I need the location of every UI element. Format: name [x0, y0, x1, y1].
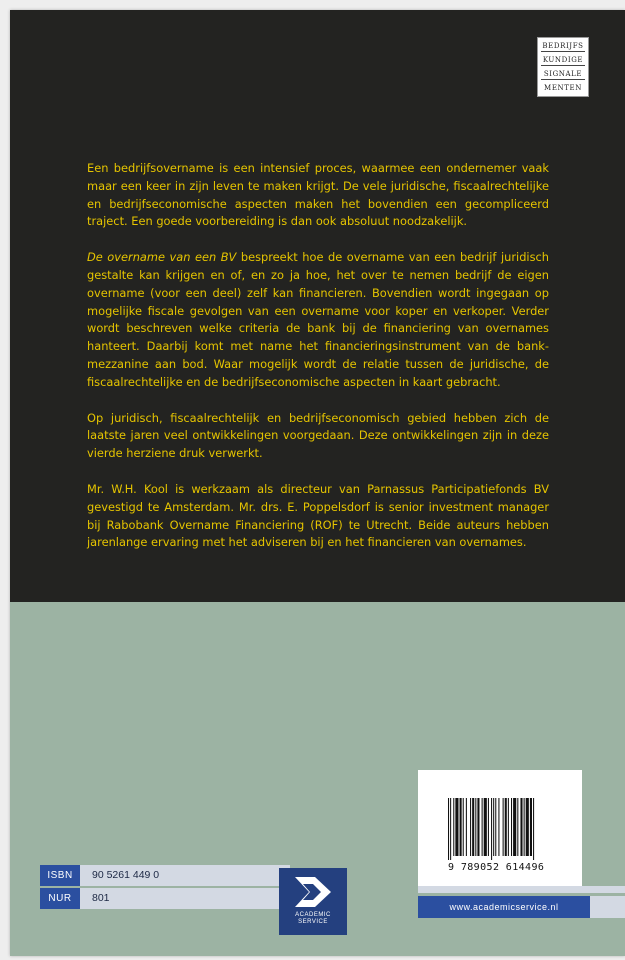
nur-value: 801 — [92, 892, 110, 904]
blurb-paragraph-4: Mr. W.H. Kool is werkzaam als directeur van Parnassus Participatiefonds BV gevestigd te Amsterdam. Mr. drs. E. Poppelsdorf is senior investment manager bij Rabobank Overname Financiering (ROF) te Utrecht. Beide auteurs hebben jarenlange ervaring met het adviseren bij en het financieren van overnames. — [87, 481, 549, 550]
series-logo-line: BEDRIJFS — [542, 42, 584, 50]
publisher-name-line-1: ACADEMIC — [295, 912, 331, 918]
book-back-cover — [10, 10, 625, 956]
chevron-arrow-icon — [293, 874, 333, 910]
nur-label: NUR — [40, 888, 80, 909]
blurb-paragraph-2 — [87, 249, 549, 391]
website-url: www.academicservice.nl — [418, 896, 590, 918]
nur-band — [40, 888, 290, 909]
isbn-band — [40, 865, 290, 886]
isbn-label: ISBN — [40, 865, 80, 886]
blurb-text — [87, 160, 549, 570]
publisher-logo — [279, 868, 347, 935]
blurb-paragraph-1: Een bedrijfsovername is een intensief proces, waarmee een ondernemer vaak maar een keer in zijn leven te maken krijgt. De vele juridische, fiscaalrechtelijke en bedrijfseconomische aspecten maken het bovendien een gecompliceerd traject. Een goede voorbereiding is dan ook absoluut noodzakelijk. — [87, 161, 549, 229]
publisher-name — [279, 912, 347, 926]
series-logo-line: MENTEN — [544, 84, 582, 92]
series-logo-line: KUNDIGE — [542, 56, 584, 64]
barcode-box — [418, 770, 582, 886]
barcode-icon — [448, 798, 566, 860]
publisher-name-line-2: SERVICE — [298, 919, 328, 925]
isbn-value: 90 5261 449 0 — [92, 869, 160, 881]
series-logo — [537, 37, 589, 97]
right-band-decoration — [418, 886, 625, 893]
url-band-tail — [590, 896, 625, 918]
series-logo-line: SIGNALE — [541, 69, 585, 80]
barcode-number: 9 789052 614496 — [448, 862, 545, 873]
blurb-paragraph-2-body: bespreekt hoe de overname van een bedrijf juridisch gestalte kan krijgen en of, en zo ja hoe, het over te nemen bedrijf de eigen overname (voor een deel) zelf kan financieren. Bovendien wordt ingegaan op mogelijke fiscale gevolgen van een overname voor koper en verkoper. Verder wordt beschreven welke criteria de bank bij de financiering van overnames hanteert. Daarbij komt met name het financieringsinstrument van de bank-mezzanine aan bod. Waar mogelijk wordt de relatie tussen de juridische, de fiscaalrechtelijke en de bedrijfseconomische aspecten in kaart gebracht. — [87, 250, 550, 389]
blurb-paragraph-3: Op juridisch, fiscaalrechtelijk en bedrijfseconomisch gebied hebben zich de laatste jaren veel ontwikkelingen voorgedaan. Deze ontwikkelingen zijn in deze vierde herziene druk verwerkt. — [87, 410, 549, 461]
book-title: De overname van een BV — [87, 250, 237, 265]
